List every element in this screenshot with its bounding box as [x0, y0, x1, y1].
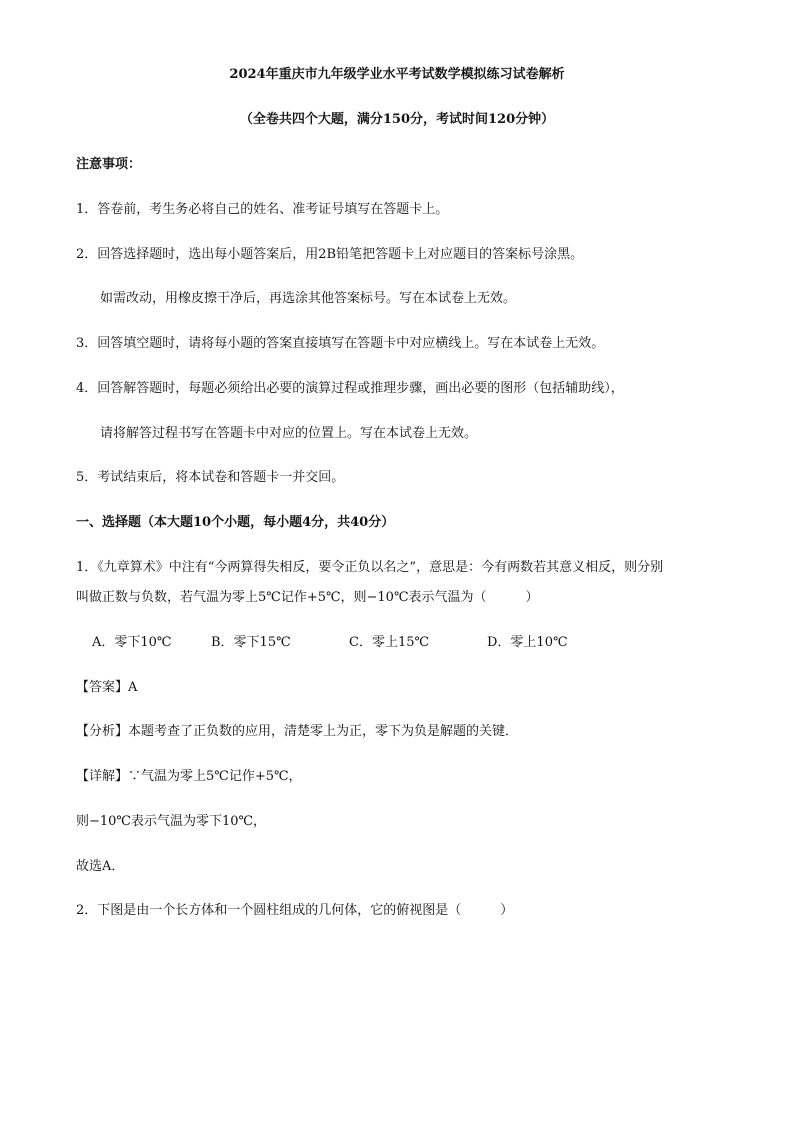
note-item-3: 3．回答填空题时，请将每小题的答案直接填写在答题卡中对应横线上。写在本试卷上无效。 [76, 336, 605, 351]
question-1-answer: 【答案】A [76, 680, 138, 695]
question-2-line-1: 2．下图是由一个长方体和一个圆柱组成的几何体，它的俯视图是（ ） [76, 903, 514, 918]
question-1-option-c: C．零上15℃ [349, 635, 430, 650]
question-1-analysis: 【分析】本题考查了正负数的应用，清楚零上为正，零下为负是解题的关键． [76, 724, 519, 739]
question-1-option-d: D．零上10℃ [487, 635, 568, 650]
question-1-option-a: A．零下10℃ [92, 635, 172, 650]
question-1-detail-3: 故选A． [76, 859, 125, 874]
page-title: 2024年重庆市九年级学业水平考试数学模拟练习试卷解析 [229, 67, 565, 82]
note-item-4-cont: 请将解答过程书写在答题卡中对应的位置上。写在本试卷上无效。 [100, 426, 478, 441]
note-item-2-cont: 如需改动，用橡皮擦干净后，再选涂其他答案标号。写在本试卷上无效。 [100, 291, 517, 306]
question-1-detail-2: 则−10℃表示气温为零下10℃， [76, 814, 267, 829]
notes-heading: 注意事项： [76, 157, 142, 172]
question-1-detail: 【详解】∵气温为零上5℃记作+5℃， [76, 769, 302, 784]
note-item-4: 4．回答解答题时，每题必须给出必要的演算过程或推理步骤，画出必要的图形（包括辅助线）， [76, 381, 624, 396]
question-1-line-2: 叫做正数与负数，若气温为零上5℃记作+5℃，则−10℃表示气温为（ ） [76, 590, 539, 605]
question-1-option-b: B．零下15℃ [211, 635, 291, 650]
page-subtitle: （全卷共四个大题，满分150分，考试时间120分钟） [239, 112, 555, 127]
note-item-5: 5．考试结束后，将本试卷和答题卡一并交回。 [76, 470, 345, 485]
note-item-2: 2．回答选择题时，选出每小题答案后，用2B铅笔把答题卡上对应题目的答案标号涂黑。 [76, 247, 584, 262]
section-heading-choice: 一、选择题（本大题10个小题，每小题4分，共40分） [76, 515, 395, 530]
question-1-line-1: 1．《九章算术》中注有“今两算得失相反，要令正负以名之”，意思是：今有两数若其意义相反，则分别 [76, 560, 664, 575]
note-item-1: 1．答卷前，考生务必将自己的姓名、准考证号填写在答题卡上。 [76, 202, 449, 217]
